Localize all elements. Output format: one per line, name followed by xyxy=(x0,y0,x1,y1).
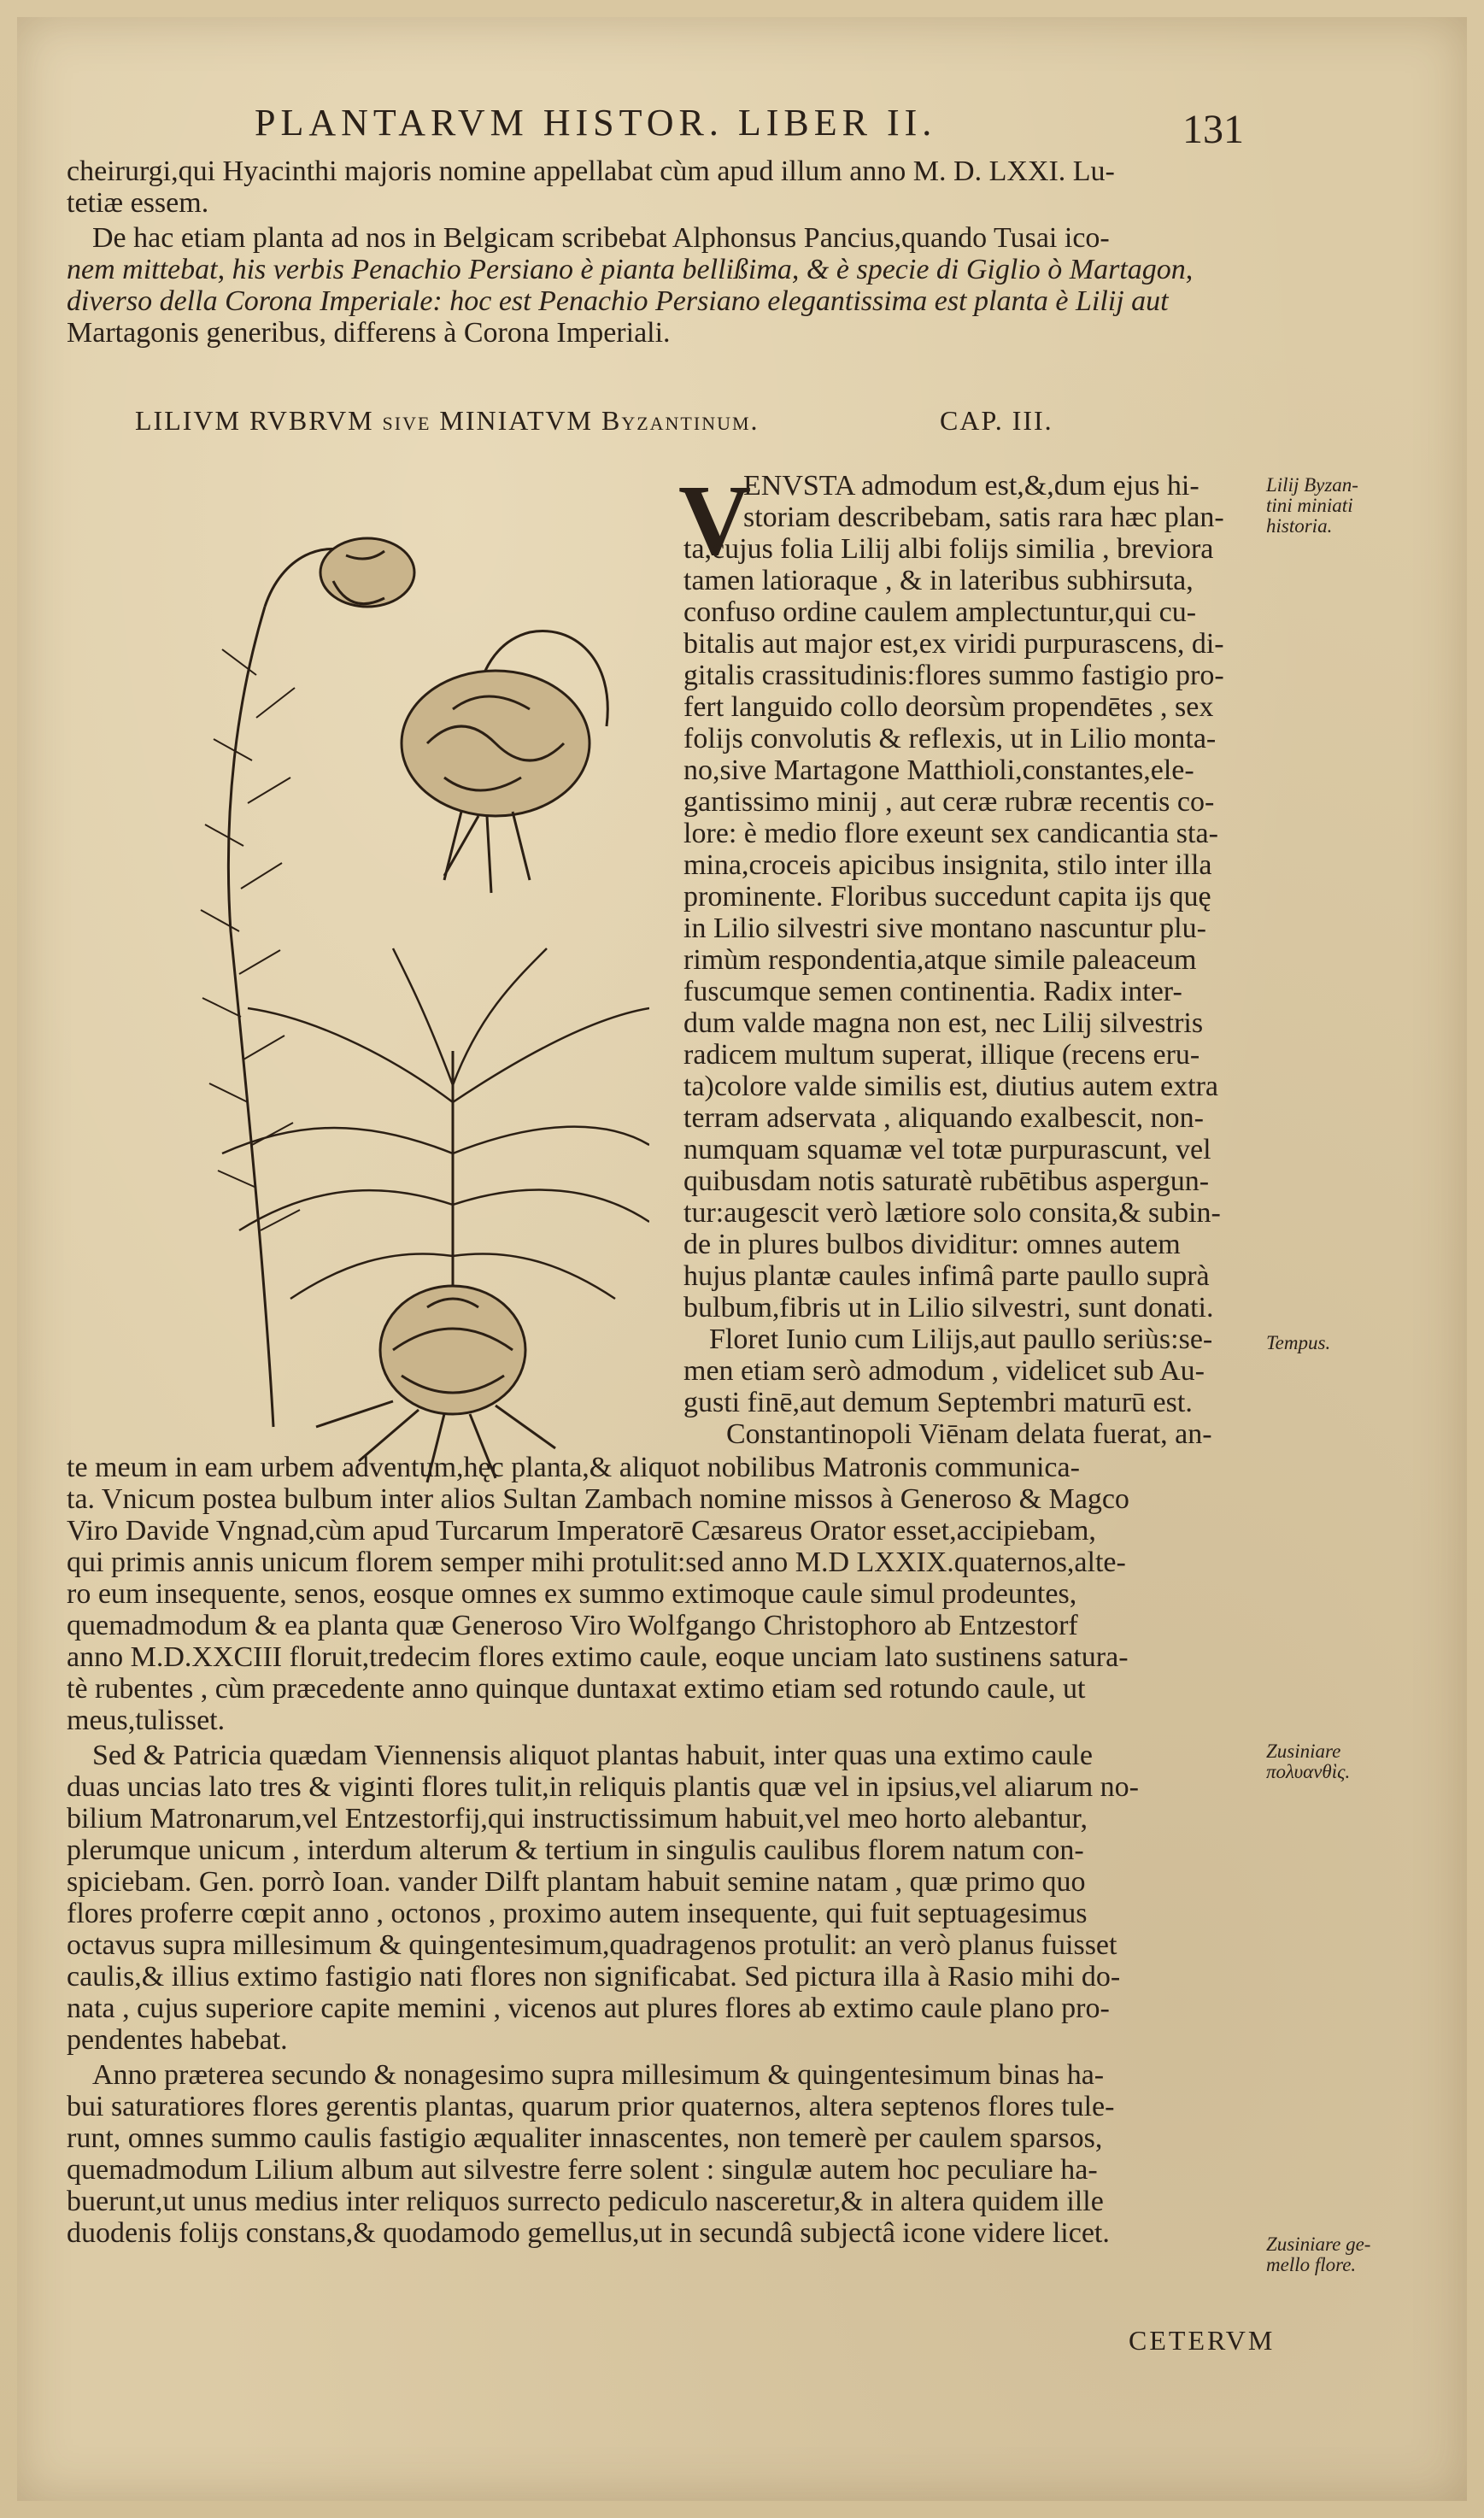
text-line: bilium Matronarum,vel Entzestorfij,qui instructissimum habuit,vel meo horto alebantur, xyxy=(67,1803,1088,1834)
text-line: terram adservata , aliquando exalbescit, non- xyxy=(683,1102,1204,1134)
text-line: tè rubentes , cùm præcedente anno quinque duntaxat extimo etiam sed rotundo caule, ut xyxy=(67,1673,1086,1705)
text-line: tamen latioraque , & in lateribus subhirsuta, xyxy=(683,565,1194,596)
text-line: buerunt,ut unus medius inter reliquos surrecto pediculo nasceretur,& in altera quidem ille xyxy=(67,2186,1104,2217)
text-line: Sed & Patricia quædam Viennensis aliquot plantas habuit, inter quas una extimo caule xyxy=(92,1740,1094,1771)
text-line: runt, omnes summo caulis fastigio æqualiter innascentes, non temerè per caulem sparsos, xyxy=(67,2122,1103,2154)
text-line: hujus plantæ caules infimâ parte paullo suprà xyxy=(683,1260,1210,1292)
text-line: gitalis crassitudinis:flores summo fastigio pro- xyxy=(683,660,1224,691)
text-line: fert languido collo deorsùm propendētes , sex xyxy=(683,691,1214,723)
text-line: caulis,& illius extimo fastigio nati flores non significabat. Sed pictura illa à Rasio mihi do- xyxy=(67,1961,1121,1993)
text-line: tur:augescit verò lætiore solo consita,& subin- xyxy=(683,1197,1221,1229)
chapter-title: LILIVM RVBRVM sive MINIATVM Byzantinum. xyxy=(135,405,760,436)
text-line: radicem multum superat, illique (recens eru- xyxy=(683,1039,1200,1071)
text-line: octavus supra millesimum & quingentesimum,quadragenos protulit: an verò planus fuisset xyxy=(67,1929,1117,1961)
text-line: te meum in eam urbem adventum,hęc planta,& aliquot nobilibus Matronis communica- xyxy=(67,1452,1080,1483)
text-line: ro eum insequente, senos, eosque omnes ex summo extimoque caule simul prodeuntes, xyxy=(67,1578,1077,1610)
text-line: ta,cujus folia Lilij albi folijs similia , breviora xyxy=(683,533,1214,565)
text-line: ta)colore valde similis est, diutius autem extra xyxy=(683,1071,1218,1102)
text-line: plerumque unicum , interdum alterum & tertium in singulis caulibus florem natum con- xyxy=(67,1834,1084,1866)
text-line: flores proferre cœpit anno , octonos , proximo autem insequente, qui fuit septuagesimus xyxy=(67,1898,1088,1929)
lily-woodcut-illustration xyxy=(171,504,649,1487)
text-line: de in plures bulbos dividitur: omnes autem xyxy=(683,1229,1181,1260)
text-line: spiciebam. Gen. porrò Ioan. vander Dilft plantam habuit semine natam , quæ primo quo xyxy=(67,1866,1086,1898)
text-line: in Lilio silvestri sive montano nascuntur plu- xyxy=(683,913,1206,944)
text-line: Martagonis generibus, differens à Corona Imperiali. xyxy=(67,317,671,349)
chapter-number: CAP. III. xyxy=(940,405,1053,436)
margin-note-history: Lilij Byzan- tini miniati historia. xyxy=(1266,474,1358,537)
text-line: gantissimo minij , aut ceræ rubræ recentis co- xyxy=(683,786,1215,818)
text-line: rimùm respondentia,atque simile paleaceum xyxy=(683,944,1197,976)
text-line: anno M.D.XXCIII floruit,tredecim flores extimo caule, eoque unciam lato sustinens satura- xyxy=(67,1641,1129,1673)
drop-capital: V xyxy=(678,464,752,576)
text-line: bui saturatiores flores gerentis plantas, quarum prior quaternos, altera septenos flores tule- xyxy=(67,2091,1115,2122)
text-line: prominente. Floribus succedunt capita ijs quę xyxy=(683,881,1211,913)
text-line: pendentes habebat. xyxy=(67,2024,288,2056)
catchword: CETERVM xyxy=(1129,2325,1276,2356)
text-line: Constantinopoli Viēnam delata fuerat, an- xyxy=(726,1418,1212,1450)
text-line: storiam describebam, satis rara hæc plan- xyxy=(743,502,1224,533)
text-line: quemadmodum & ea planta quæ Generoso Viro Wolfgango Christophoro ab Entzestorf xyxy=(67,1610,1078,1641)
text-line: bitalis aut major est,ex viridi purpurascens, di- xyxy=(683,628,1224,660)
text-line: fuscumque semen continentia. Radix inter- xyxy=(683,976,1182,1007)
text-line: men etiam serò admodum , videlicet sub Au- xyxy=(683,1355,1205,1387)
text-line: Floret Iunio cum Lilijs,aut paullo seriùs:se- xyxy=(709,1324,1213,1355)
text-line: cheirurgi,qui Hyacinthi majoris nomine appellabat cùm apud illum anno M. D. LXXI. Lu- xyxy=(67,156,1115,187)
text-line: Anno præterea secundo & nonagesimo supra millesimum & quingentesimum binas ha- xyxy=(92,2059,1105,2091)
text-line: dum valde magna non est, nec Lilij silvestris xyxy=(683,1007,1204,1039)
text-line: duas uncias lato tres & viginti flores tulit,in reliquis plantis quæ vel in ipsius,vel aliarum no- xyxy=(67,1771,1139,1803)
text-line: tetiæ essem. xyxy=(67,187,209,219)
text-line: ENVSTA admodum est,&,dum ejus hi- xyxy=(743,470,1200,502)
margin-note-zusiniare: Zusiniare πολυανθὶς. xyxy=(1266,1740,1351,1782)
text-line: bulbum,fibris ut in Lilio silvestri, sunt donati. xyxy=(683,1292,1214,1324)
text-line: gusti finē,aut demum Septembri maturū est. xyxy=(683,1387,1193,1418)
text-line: Viro Davide Vngnad,cùm apud Turcarum Imperatorē Cæsareus Orator esset,accipiebam, xyxy=(67,1515,1096,1547)
text-line: no,sive Martagone Matthioli,constantes,ele- xyxy=(683,754,1194,786)
text-line: confuso ordine caulem amplectuntur,qui cu- xyxy=(683,596,1197,628)
text-line: qui primis annis unicum florem semper mihi protulit:sed anno M.D LXXIX.quaternos,alte- xyxy=(67,1547,1126,1578)
text-line: quemadmodum Lilium album aut silvestre ferre solent : singulæ autem hoc peculiare ha- xyxy=(67,2154,1098,2186)
running-header: PLANTARVM HISTOR. LIBER II. xyxy=(255,102,937,144)
text-line: nem mittebat, his verbis Penachio Persiano è pianta bellißima, & è specie di Giglio ò Martagon, xyxy=(67,254,1194,285)
text-line: duodenis folijs constans,& quodamodo gemellus,ut in secundâ subjectâ icone videre licet. xyxy=(67,2217,1110,2249)
margin-note-tempus: Tempus. xyxy=(1266,1332,1331,1353)
text-line: De hac etiam planta ad nos in Belgicam scribebat Alphonsus Pancius,quando Tusai ico- xyxy=(92,222,1110,254)
text-line: diverso della Corona Imperiale: hoc est Penachio Persiano elegantissima est planta è Lilij aut xyxy=(67,285,1169,317)
book-page xyxy=(17,17,1467,2501)
text-line: nata , cujus superiore capite memini , vicenos aut plures flores ab extimo caule plano pro- xyxy=(67,1993,1110,2024)
page-number: 131 xyxy=(1182,107,1244,152)
text-line: numquam squamæ vel totæ purpurascunt, vel xyxy=(683,1134,1211,1165)
text-line: folijs convolutis & reflexis, ut in Lilio monta- xyxy=(683,723,1217,754)
text-line: ta. Vnicum postea bulbum inter alios Sultan Zambach nomine missos à Generoso & Magco xyxy=(67,1483,1129,1515)
text-line: meus,tulisset. xyxy=(67,1705,226,1736)
text-line: mina,croceis apicibus insignita, stilo inter illa xyxy=(683,849,1212,881)
margin-note-gemello: Zusiniare ge- mello flore. xyxy=(1266,2233,1371,2275)
text-line: quibusdam notis saturatè rubētibus aspergun- xyxy=(683,1165,1210,1197)
text-line: lore: è medio flore exeunt sex candicantia sta- xyxy=(683,818,1218,849)
